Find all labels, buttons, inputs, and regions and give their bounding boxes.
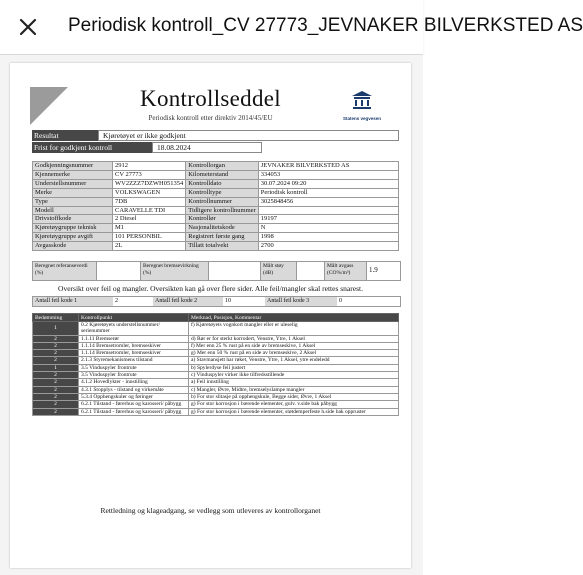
info-label: Understellsnummer (33, 179, 113, 188)
col-assessment: Bedømming (33, 314, 79, 322)
info-label: Kjøretøygruppe teknisk (33, 224, 113, 233)
info-label: Avgasskode (33, 242, 113, 251)
info-value: 1998 (258, 233, 398, 242)
info-value: CV 27773 (113, 170, 186, 179)
defect-row (33, 393, 399, 400)
defect-severity: 2 (33, 386, 79, 393)
info-value: 2 Diesel (113, 215, 186, 224)
defect-checkpoint: 1.1.14 Bremsetromler, bremseskiver (79, 342, 189, 349)
info-row (33, 197, 399, 206)
deadline-label: Frist for godkjent kontroll (32, 142, 152, 153)
info-value (258, 206, 398, 215)
defect-remark: f) Mer enn 25 % rust på en side av bremseskive, 1 Aksel (189, 342, 399, 349)
result-label: Resultat (32, 130, 98, 141)
info-value: VOLKSWAGEN (113, 188, 186, 197)
defect-checkpoint: 5.3.4 Opphengskuler og føringer (79, 393, 189, 400)
defect-severity: 2 (33, 372, 79, 379)
info-value: 19197 (258, 215, 398, 224)
defect-remark: g) For stor korrosjon i bærende elementer, støtdemperfeste h.side bak oppruster (189, 408, 399, 415)
defect-checkpoint: 3.5 Vinduspyler frontrute (79, 372, 189, 379)
defect-row (33, 357, 399, 364)
document-title: Periodisk kontroll_CV 27773_JEVNAKER BILVERKSTED AS (68, 15, 583, 36)
defect-checkpoint: 4.3.1 Stopplys - tilstand og virkemåte (79, 386, 189, 393)
info-value: Periodisk kontroll (258, 188, 398, 197)
defect-severity: 2 (33, 350, 79, 357)
info-label: Kontrolldato (186, 179, 258, 188)
col-checkpoint: Kontrollpunkt (79, 314, 189, 322)
defect-remark: b) For stor slitasje på opphengskule, Begge sider, Øvre, 1 Aksel (189, 393, 399, 400)
statens-vegvesen-logo: Statens vegvesen (342, 88, 382, 121)
info-label: Merke (33, 188, 113, 197)
defect-checkpoint: 6.2.1 Tilstand - førerhus og karosseri/ påbygg (79, 408, 189, 415)
defect-remark: a) Stavmansjett har røket, Venstre, Ytre, 1 Aksel, ytre endeledd (189, 357, 399, 364)
info-value: N (258, 224, 398, 233)
col-remark: Merknad, Posisjon, Kommentar (189, 314, 399, 322)
info-row (33, 224, 399, 233)
info-label: Type (33, 197, 113, 206)
info-label: Kilometerstand (186, 170, 258, 179)
brake-effect-label: Beregnet bremsevirkning (%) (141, 262, 209, 280)
form-subtitle: Periodisk kontroll etter direktiv 2014/45/EU (148, 114, 273, 122)
result-value: Kjøretøyet er ikke godkjent (98, 130, 399, 141)
document-viewer[interactable] (0, 55, 423, 575)
info-value: 7DB (113, 197, 186, 206)
count-2-value: 10 (225, 298, 231, 304)
defect-remark: b) Spylerdyse feil justert (189, 364, 399, 371)
defect-row (33, 350, 399, 357)
info-row (33, 206, 399, 215)
info-label: Tillatt totalvekt (186, 242, 258, 251)
info-row (33, 233, 399, 242)
defect-checkpoint: 2.1.3 Styremekanismens tilstand (79, 357, 189, 364)
defect-remark: c) Mangler, Øvre, Midtre, bremselyslampe mangler (189, 386, 399, 393)
info-label: Nasjonalitetskode (186, 224, 258, 233)
info-label: Tidligere kontrollnummer (186, 206, 258, 215)
defect-severity: 2 (33, 335, 79, 342)
defect-severity: 1 (33, 364, 79, 371)
info-row (33, 170, 399, 179)
result-row (32, 130, 399, 141)
defect-checkpoint: 6.2.1 Tilstand - førerhus og karosseri/ påbygg (79, 401, 189, 408)
info-value: 2700 (258, 242, 398, 251)
measurements-row (32, 261, 401, 281)
defect-row (33, 322, 399, 336)
info-label: Kontrollnummer (186, 197, 258, 206)
defect-row (33, 335, 399, 342)
defect-checkpoint: 1.1.11 Bremserør (79, 335, 189, 342)
defect-remark: c) Vinduspyler virker ikke tilfredsstillende (189, 372, 399, 379)
defect-counts (32, 296, 401, 307)
defects-table (32, 313, 399, 416)
info-label: Kontrolltype (186, 188, 258, 197)
info-row (33, 215, 399, 224)
document-page (10, 63, 411, 568)
defect-remark: a) Feil innstilling (189, 379, 399, 386)
info-value: JEVNAKER BILVERKSTED AS (258, 162, 398, 171)
defect-severity: 2 (33, 357, 79, 364)
info-label: Kontrollorgan (186, 162, 258, 171)
info-row (33, 188, 399, 197)
vehicle-info-table (32, 161, 399, 251)
defect-checkpoint: 1.1.14 Bremsetromler, bremseskiver (79, 350, 189, 357)
deadline-row (32, 142, 399, 153)
defect-remark: g) Mer enn 50 % rust på en side av bremseskive, 2 Aksel (189, 350, 399, 357)
defect-severity: 2 (33, 401, 79, 408)
info-value: WV2ZZZ7DZWH051354 (113, 179, 186, 188)
count-1-label: Antall feil kode 1 (33, 297, 113, 306)
defect-checkpoint: 4.1.2 Hovedlykter - innstilling (79, 379, 189, 386)
info-label: Kontrollør (186, 215, 258, 224)
defect-row (33, 386, 399, 393)
exhaust-value: 1.9 (369, 266, 378, 274)
info-row (33, 242, 399, 251)
defect-remark: g) For stor korrosjon i bærende elementer, gulv. v.side bak påbygg (189, 401, 399, 408)
defect-severity: 2 (33, 379, 79, 386)
close-icon[interactable] (14, 13, 42, 41)
deadline-value: 18.08.2024 (152, 142, 262, 153)
count-3-label: Antall feil kode 3 (265, 297, 337, 306)
info-label: Registrert første gang (186, 233, 258, 242)
defects-notice: Oversikt over feil og mangler. Oversikten kan gå over flere sider. Alle feil/mangler skal rettes snarest. (58, 284, 363, 293)
exhaust-label: Målt avgass (CO%/m³) (325, 262, 367, 280)
info-label: Kjøretøygruppe avgift (33, 233, 113, 242)
defect-severity: 1 (33, 322, 79, 336)
viewer-toolbar (0, 0, 583, 55)
info-value: 3025848456 (258, 197, 398, 206)
guidance-footer: Rettledning og klageadgang, se vedlegg som utleveres av kontrollorganet (100, 506, 321, 515)
info-value: 101 PERSONBIL (113, 233, 186, 242)
info-value: 334053 (258, 170, 398, 179)
defect-remark: f) Kjøretøyets vognkort mangler eller er uleselig (189, 322, 399, 336)
info-value: 30.07.2024 09:20 (258, 179, 398, 188)
defect-checkpoint: 0.2 Kjøretøyets understellsnummer/ serienummer (79, 322, 189, 336)
defect-row (33, 342, 399, 349)
info-label: Modell (33, 206, 113, 215)
defect-severity: 2 (33, 393, 79, 400)
info-value: 2L (113, 242, 186, 251)
noise-value (297, 262, 325, 280)
defect-checkpoint: 3.5 Vinduspyler frontrute (79, 364, 189, 371)
info-value: CARAVELLE TDI (113, 206, 186, 215)
defect-row (33, 372, 399, 379)
defect-row (33, 408, 399, 415)
defect-row (33, 364, 399, 371)
info-value: M1 (113, 224, 186, 233)
info-label: Drivstoffkode (33, 215, 113, 224)
count-2-label: Antall feil kode 2 (153, 297, 223, 306)
count-3-value: 0 (339, 298, 342, 304)
defect-severity: 2 (33, 408, 79, 415)
brake-effect-value (209, 262, 261, 280)
info-value: 2912 (113, 162, 186, 171)
defect-row (33, 401, 399, 408)
reference-value (97, 262, 141, 280)
form-title: Kontrollseddel (140, 86, 281, 111)
count-1-value: 2 (115, 298, 118, 304)
defect-remark: d) Rør er for sterkt korrodert, Venstre, Ytre, 1 Aksel (189, 335, 399, 342)
defect-row (33, 379, 399, 386)
info-label: Godkjenningsnummer (33, 162, 113, 171)
defect-severity: 2 (33, 342, 79, 349)
info-row (33, 179, 399, 188)
reference-value-label: Beregnet referanseverdi (%) (33, 262, 97, 280)
info-row (33, 162, 399, 171)
noise-label: Målt støy (dB) (261, 262, 297, 280)
info-label: Kjennemerke (33, 170, 113, 179)
